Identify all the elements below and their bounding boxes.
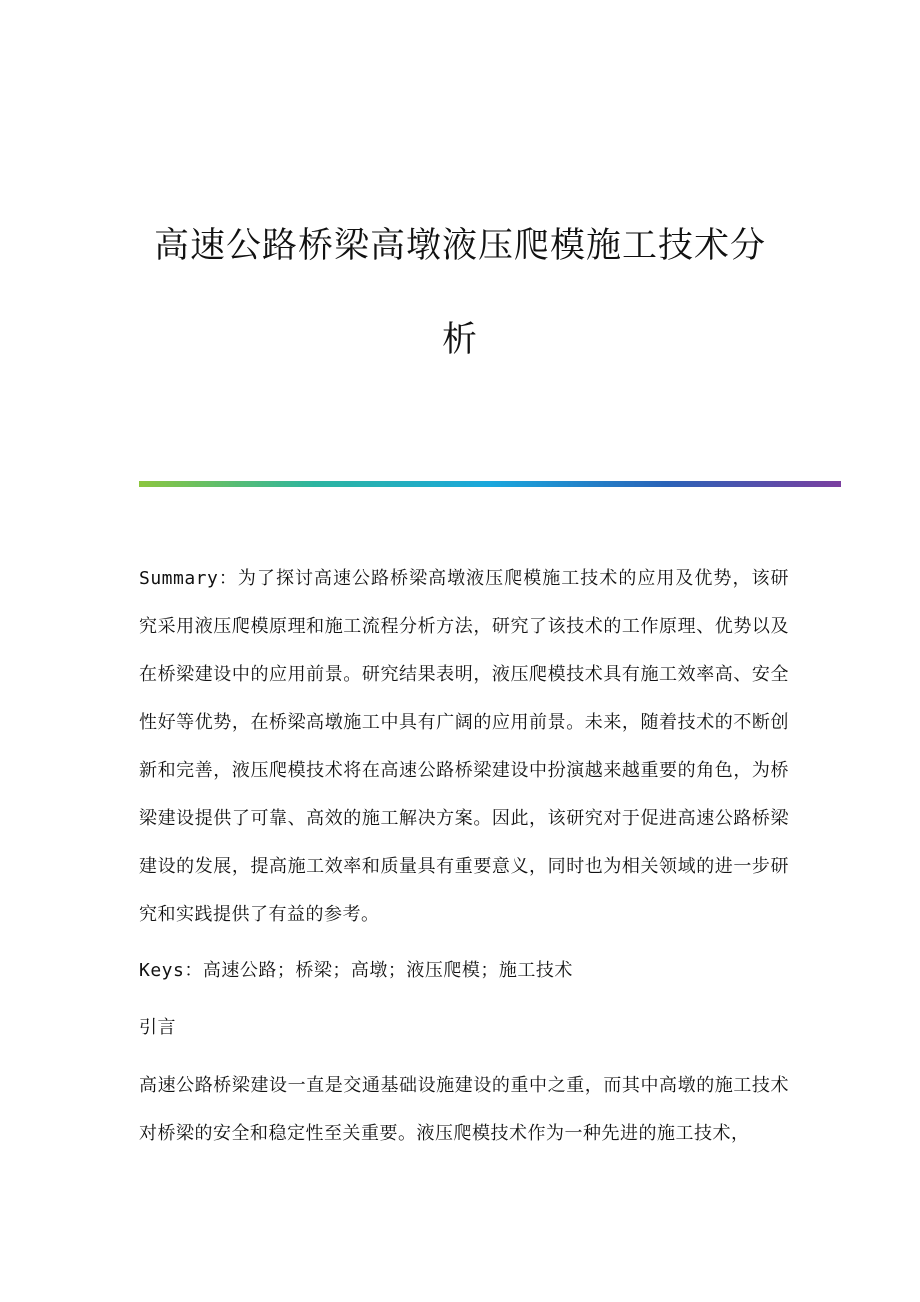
keys-text: 高速公路；桥梁；高墩；液压爬模；施工技术 [202,960,573,981]
keys-label: Keys： [139,960,203,981]
summary-text: 为了探讨高速公路桥梁高墩液压爬模施工技术的应用及优势，该研究采用液压爬模原理和施工流程分析方法，研究了该技术的工作原理、优势以及在桥梁建设中的应用前景。研究结果表明，液压爬模技术具有施工效率高、安全性好等优势，在桥梁高墩施工中具有广阔的应用前景。未来，随着技术的不断创新和完善，液压爬模技术将在高速公路桥梁建设中扮演越来越重要的角色，为桥梁建设提供了可靠、高效的施工解决方案。因此，该研究对于促进高速公路桥梁建设的发展，提高施工效率和质量具有重要意义，同时也为相关领域的进一步研究和实践提供了有益的参考。 [139,568,790,925]
summary-paragraph [139,555,789,939]
keywords-paragraph [139,947,789,995]
intro-heading: 引言 [139,1017,176,1038]
summary-label: Summary： [139,568,238,589]
gradient-divider [139,481,841,487]
document-title-line2: 析 [441,320,478,360]
intro-paragraph: 高速公路桥梁建设一直是交通基础设施建设的重中之重，而其中高墩的施工技术对桥梁的安全和稳定性至关重要。液压爬模技术作为一种先进的施工技术， [139,1075,789,1144]
document-title-line1: 高速公路桥梁高墩液压爬模施工技术分 [153,226,766,266]
